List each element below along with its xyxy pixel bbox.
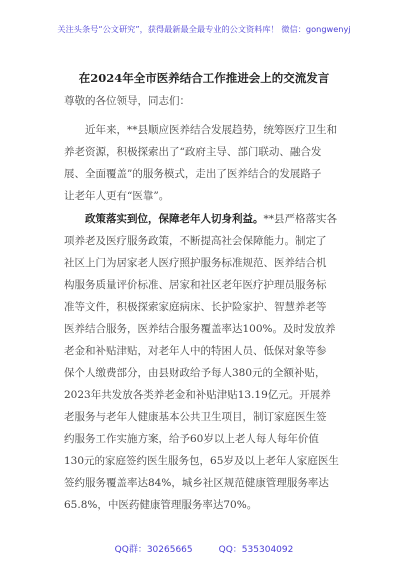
footer-qq: QQ：535304092 <box>218 545 294 555</box>
text-line-first <box>64 208 354 230</box>
page-title: 在2024年全市医养结合工作推进会上的交流发言 <box>78 71 330 85</box>
salutation: 尊敬的各位领导，同志们： <box>64 95 190 107</box>
text-span: **县严格落实各 <box>263 213 337 225</box>
paragraph-policy <box>64 208 354 516</box>
text-line: 项养老及医疗服务政策，不断提高社会保障能力。制定了 <box>64 235 327 247</box>
text-line: 社区上门为居家老人医疗照护服务标准规范、医养结合机 <box>64 257 327 269</box>
text-line: 2023年共发放各类养老金和补贴津贴13.19亿元。开展养 <box>64 389 331 401</box>
text-line: 约服务工作实施方案，给予60岁以上老人每人每年价值 <box>64 433 319 445</box>
text-line: 构服务质量评价标准、居家和社区老年医疗护理员服务标 <box>64 279 327 291</box>
text-line: 130元的家庭签约医生服务包，65岁及以上老年人家庭医生 <box>64 455 339 467</box>
footer-qq-group: QQ群：30265665 <box>114 545 193 555</box>
text-line: 65.8%，中医药健康管理服务率达70%。 <box>64 499 258 511</box>
text-line: 保个人缴费部分，由县财政给予每人380元的全额补贴， <box>64 367 326 379</box>
text-line: 签约服务覆盖率达84%，城乡社区规范健康管理服务率达 <box>64 477 329 489</box>
paragraph-intro <box>64 119 354 207</box>
text-line: 让老年人更有“医靠”。 <box>64 190 170 202</box>
text-line: 老金和补贴津贴，对老年人中的特困人员、低保对象等参 <box>64 345 327 357</box>
text-line: 展、全面覆盖”的服务模式，走出了医养结合的发展路子 <box>64 168 322 180</box>
paragraph-lead-heading: 政策落实到位，保障老年人切身利益。 <box>85 213 264 225</box>
text-line: 老服务与老年人健康基本公共卫生项目，制订家庭医生签 <box>64 411 327 423</box>
header-promo-note: 关注头条号“公文研究”，获得最新最全最专业的公文资料库！ 微信：gongwenyj <box>57 24 351 34</box>
text-line: 准等文件，积极探索家庭病床、长护险家护、智慧养老等 <box>64 301 327 313</box>
text-line: 养老资源，积极探索出了“政府主导、部门联动、融合发 <box>64 146 322 158</box>
text-line: 近年来，**县顺应医养结合发展趋势，统筹医疗卫生和 <box>85 124 337 136</box>
footer-contact <box>0 542 408 555</box>
text-line: 医养结合服务，医养结合服务覆盖率达100%。及时发放养 <box>64 323 336 335</box>
